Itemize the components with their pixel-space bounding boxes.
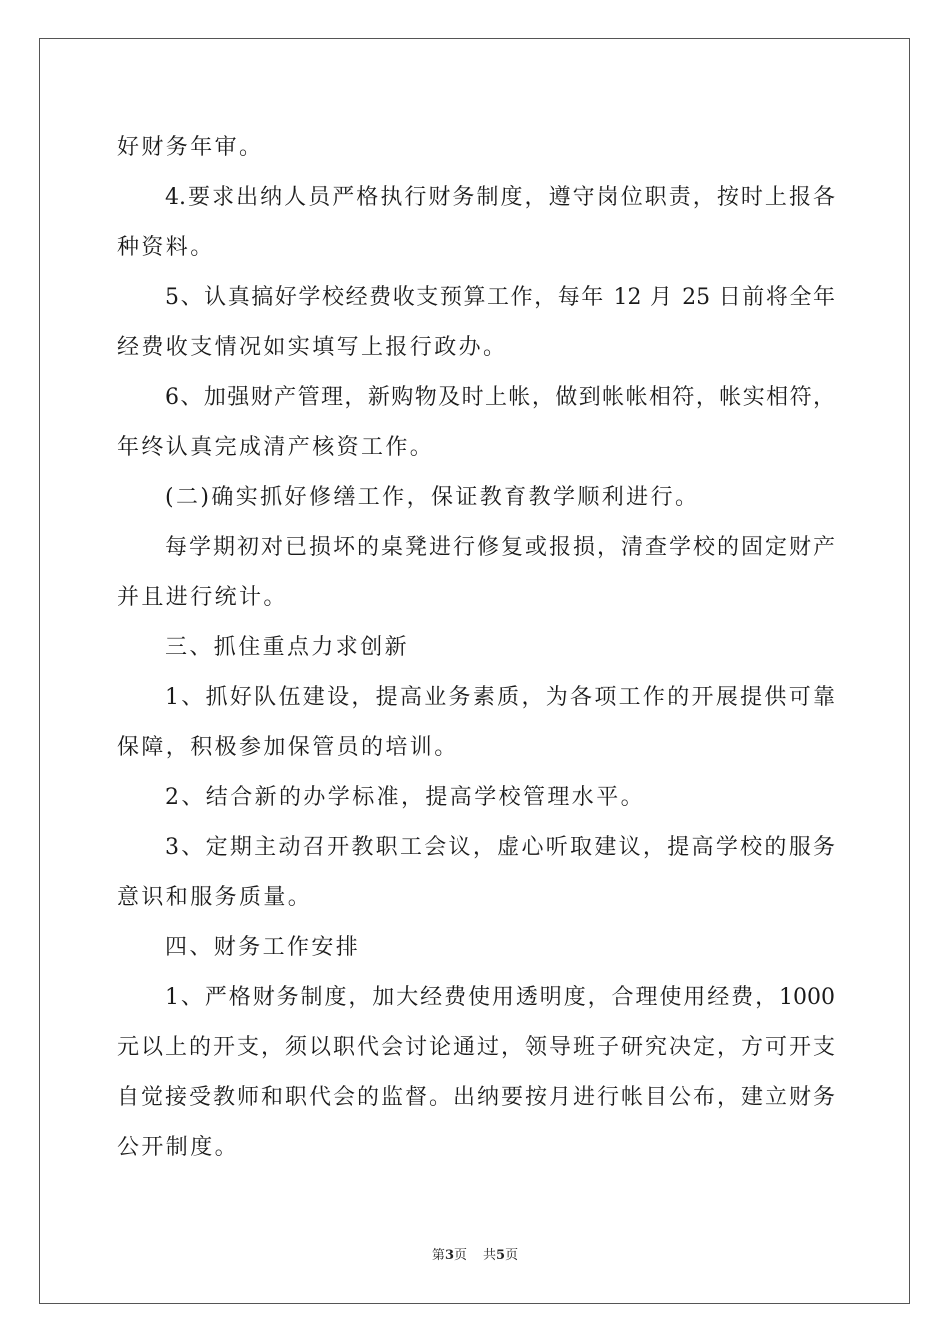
- current-page-number: 3: [444, 1248, 454, 1263]
- text-line: 自觉接受教师和职代会的监督。出纳要按月进行帐目公布，建立财务: [117, 1085, 835, 1110]
- text-line: 意识和服务质量。: [117, 885, 313, 910]
- footer-total-prefix: 共: [483, 1248, 497, 1263]
- text-line: 年终认真完成清产核资工作。: [117, 435, 435, 460]
- text-line: 元以上的开支，须以职代会讨论通过，领导班子研究决定，方可开支: [117, 1035, 835, 1060]
- total-pages-number: 5: [496, 1248, 506, 1263]
- footer-page-unit: 页: [453, 1248, 467, 1263]
- text-line: 每学期初对已损坏的桌凳进行修复或报损，清查学校的固定财产: [165, 535, 835, 560]
- text-line: 1、严格财务制度，加大经费使用透明度，合理使用经费，1000: [165, 985, 835, 1010]
- footer-prefix: 第: [431, 1248, 445, 1263]
- text-line: 好财务年审。: [117, 135, 264, 160]
- footer-total-unit: 页: [505, 1248, 519, 1263]
- text-line: 经费收支情况如实填写上报行政办。: [117, 335, 508, 360]
- text-line: 5、认真搞好学校经费收支预算工作，每年 12 月 25 日前将全年: [165, 285, 835, 310]
- section-heading: 四、财务工作安排: [165, 935, 361, 960]
- text-line: 1、抓好队伍建设，提高业务素质，为各项工作的开展提供可靠: [165, 685, 835, 710]
- section-heading: (二)确实抓好修缮工作，保证教育教学顺利进行。: [165, 485, 700, 510]
- section-heading: 三、抓住重点力求创新: [165, 635, 410, 660]
- text-line: 公开制度。: [117, 1135, 240, 1160]
- text-line: 6、加强财产管理，新购物及时上帐，做到帐帐相符，帐实相符，: [165, 385, 835, 410]
- text-line: 2、结合新的办学标准，提高学校管理水平。: [165, 785, 645, 810]
- text-line: 3、定期主动召开教职工会议，虚心听取建议，提高学校的服务: [165, 835, 835, 860]
- page-footer: [0, 1246, 950, 1266]
- text-line: 4.要求出纳人员严格执行财务制度，遵守岗位职责，按时上报各: [165, 185, 835, 210]
- text-line: 种资料。: [117, 235, 215, 260]
- text-line: 保障，积极参加保管员的培训。: [117, 735, 459, 760]
- text-line: 并且进行统计。: [117, 585, 288, 610]
